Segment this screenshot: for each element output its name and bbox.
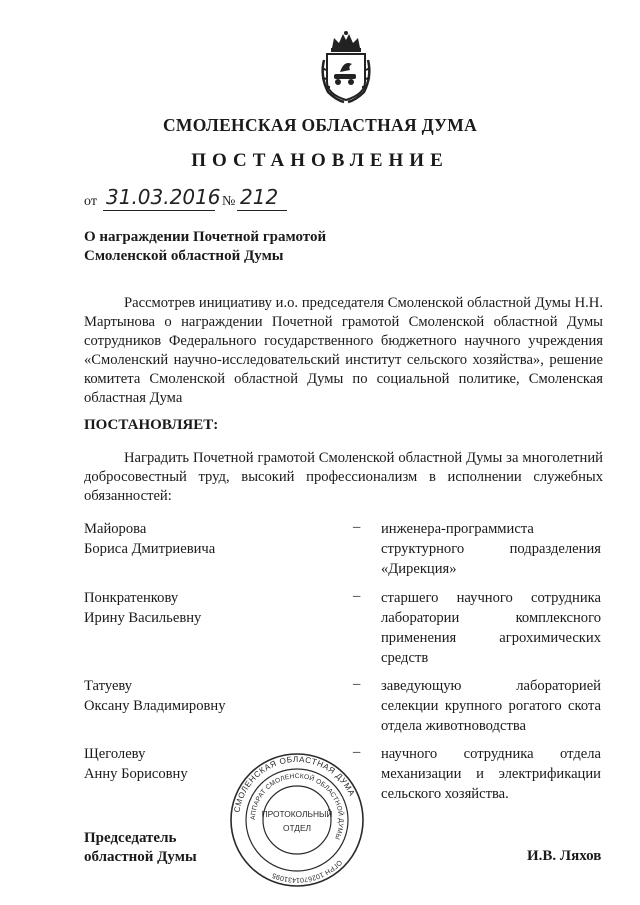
intro-paragraph: Рассмотрев инициативу и.о. председателя Смоленской областной Думы Н.Н. Мартынова о награждении Почетной грамотой Смоленской областной Думы сотрудников Федерального государственного бюджетного научного учреждения «Смоленский научно-исследовательский институт сельского хозяйства», решение комитета Смоленской областной Думы по социальной политике, Смоленская областная Дума <box>84 295 603 406</box>
awardee-dash: – <box>353 744 361 760</box>
awardee-position: инженера-программиста структурного подразделения «Дирекция» <box>381 521 601 577</box>
awardee-name <box>84 588 201 628</box>
awardee-surname: Майорова <box>84 521 147 537</box>
stamp-outer-text: СМОЛЕНСКАЯ ОБЛАСТНАЯ ДУМА <box>232 754 357 814</box>
svg-text:ОГРН 1026701431095 <box>271 858 343 883</box>
awardee-given-name: Оксану Владимировну <box>84 698 226 714</box>
awardee-given-name: Анну Борисовну <box>84 766 188 782</box>
decree-heading: ПОСТАНОВЛЯЕТ: <box>84 417 219 433</box>
stamp-center-line-2: ОТДЕЛ <box>282 823 312 833</box>
document-type: ПОСТАНОВЛЕНИЕ <box>191 150 449 171</box>
awardee-surname: Татуеву <box>84 678 133 694</box>
signatory-name: И.В. Ляхов <box>527 848 602 864</box>
stamp-inner-text: АППАРАТ СМОЛЕНСКОЙ ОБЛАСТНОЙ ДУМЫ <box>249 772 345 841</box>
awardee-given-name: Бориса Дмитриевича <box>84 541 216 557</box>
awardee-surname: Понкратенкову <box>84 590 179 606</box>
awardee-given-name: Ирину Васильевну <box>84 610 202 626</box>
award-paragraph: Наградить Почетной грамотой Смоленской областной Думы за многолетний добросовестный труд, высокий профессионализм в исполнении служебных обязанностей: <box>84 450 603 504</box>
subject-line-2: Смоленской областной Думы <box>84 248 284 264</box>
awardee-dash: – <box>353 676 361 692</box>
subject-line-1: О награждении Почетной грамотой <box>84 229 327 245</box>
awardee-dash: – <box>353 519 361 535</box>
awardee-position: заведующую лабораторией селекции крупного рогатого скота отдела животноводства <box>381 678 601 734</box>
awardee-name <box>84 676 226 716</box>
from-label: от <box>84 194 97 209</box>
signatory-title <box>84 829 197 867</box>
signatory-title-line-2: областной Думы <box>84 849 197 865</box>
awardee-name <box>84 519 215 559</box>
organization-title: СМОЛЕНСКАЯ ОБЛАСТНАЯ ДУМА <box>162 115 478 135</box>
stamp-center-line-1: ПРОТОКОЛЬНЫЙ <box>261 809 333 819</box>
number-label: № <box>222 194 236 209</box>
official-stamp <box>227 750 367 890</box>
awardee-dash: – <box>353 588 361 604</box>
awardee-position: научного сотрудника отдела механизации и электрификации сельского хозяйства. <box>381 746 601 802</box>
number-underline <box>237 210 287 211</box>
handwritten-number: 212 <box>240 185 279 209</box>
date-underline <box>103 210 215 211</box>
awardee-position: старшего научного сотрудника лаборатории комплексного применения агрохимических средств <box>381 590 601 666</box>
document-subject <box>84 228 326 266</box>
signatory-title-line-1: Председатель <box>84 830 177 846</box>
stamp-ogrn-text: ОГРН 1026701431095 <box>271 858 343 884</box>
smolensk-coat-of-arms-icon <box>318 30 374 104</box>
awardee-name <box>84 744 188 784</box>
awardee-surname: Щеголеву <box>84 746 146 762</box>
handwritten-date: 31.03.2016 <box>106 185 221 209</box>
